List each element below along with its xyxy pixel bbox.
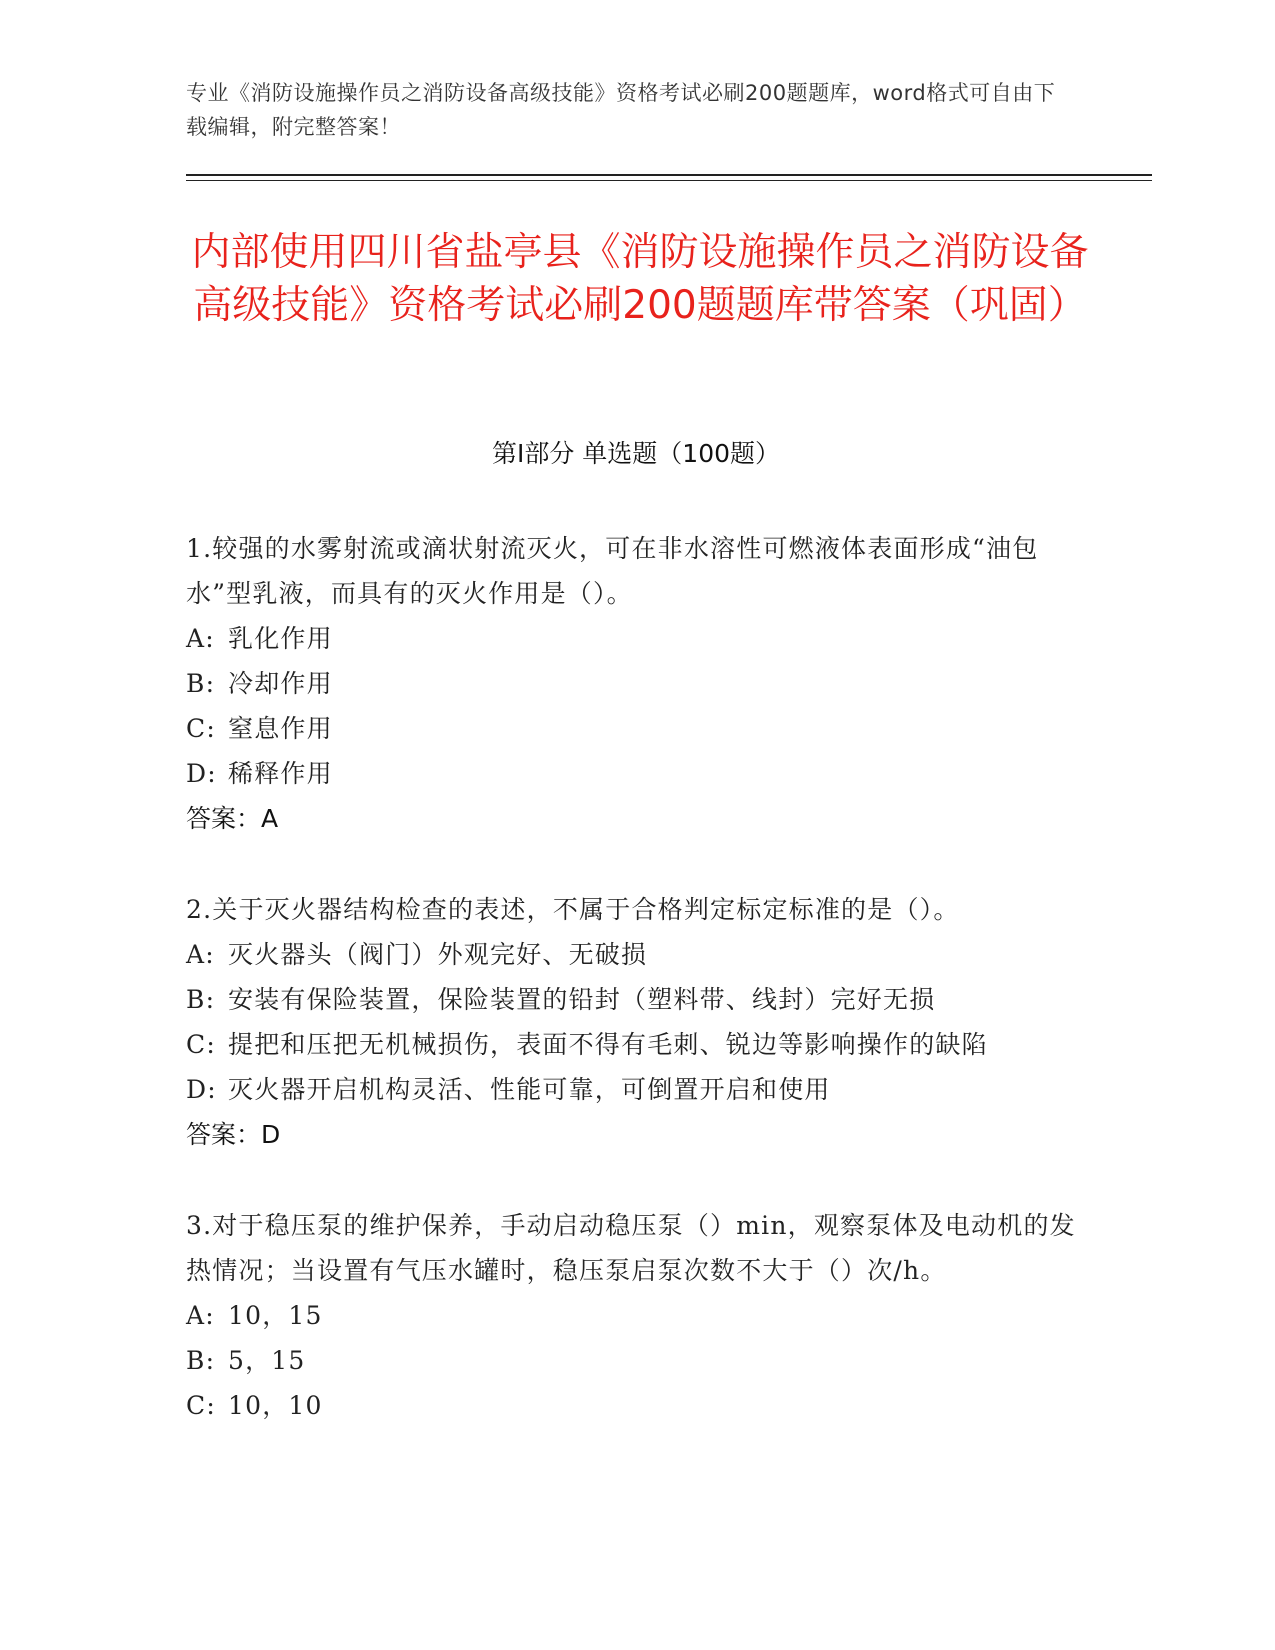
section-title: 第Ⅰ部分 单选题（100题） — [491, 439, 781, 468]
option-key: D: — [186, 1075, 217, 1104]
answer-value: A — [261, 804, 279, 833]
option-b — [186, 661, 1086, 706]
option-a — [186, 1293, 1086, 1338]
question-list — [186, 526, 1086, 1428]
document-title: 内部使用四川省盐亭县《消防设施操作员之消防设备高级技能》资格考试必刷200题题库带答案（巩固） — [191, 230, 1089, 328]
option-c — [186, 1022, 1086, 1067]
question-2 — [186, 887, 1086, 1158]
option-d — [186, 1067, 1086, 1112]
question-3 — [186, 1203, 1086, 1428]
option-b — [186, 977, 1086, 1022]
answer-line — [186, 1112, 1086, 1158]
option-key: B: — [186, 985, 216, 1014]
question-stem: 1.较强的水雾射流或滴状射流灭火，可在非水溶性可燃液体表面形成“油包水”型乳液，而具有的灭火作用是（）。 — [186, 534, 1039, 608]
option-key: C: — [186, 1391, 216, 1420]
option-text: 安装有保险装置，保险装置的铅封（塑料带、线封）完好无损 — [228, 985, 936, 1014]
option-text: 灭火器头（阀门）外观完好、无破损 — [228, 940, 648, 969]
option-text: 5，15 — [228, 1346, 306, 1375]
header-note: 专业《消防设施操作员之消防设备高级技能》资格考试必刷200题题库，word格式可自由下载编辑，附完整答案！ — [186, 81, 1056, 139]
option-b — [186, 1338, 1086, 1383]
option-c — [186, 706, 1086, 751]
option-key: B: — [186, 669, 216, 698]
question-spacer — [186, 1158, 1086, 1203]
option-text: 冷却作用 — [228, 669, 333, 698]
answer-line — [186, 796, 1086, 842]
option-key: D: — [186, 759, 217, 788]
question-stem: 2.关于灭火器结构检查的表述，不属于合格判定标定标准的是（）。 — [186, 895, 960, 924]
question-1 — [186, 526, 1086, 842]
answer-value: D — [261, 1120, 281, 1149]
option-text: 10，15 — [228, 1301, 323, 1330]
option-key: C: — [186, 714, 216, 743]
option-c — [186, 1383, 1086, 1428]
answer-label: 答案： — [186, 804, 262, 833]
option-text: 灭火器开启机构灵活、性能可靠，可倒置开启和使用 — [228, 1075, 831, 1104]
option-a — [186, 616, 1086, 661]
answer-label: 答案： — [186, 1120, 262, 1149]
option-key: C: — [186, 1030, 216, 1059]
option-key: A: — [186, 1301, 215, 1330]
option-text: 10，10 — [228, 1391, 323, 1420]
header-rule-thin — [186, 180, 1152, 181]
option-text: 窒息作用 — [228, 714, 333, 743]
option-key: A: — [186, 624, 215, 653]
option-key: A: — [186, 940, 215, 969]
question-spacer — [186, 842, 1086, 887]
option-text: 稀释作用 — [228, 759, 333, 788]
option-d — [186, 751, 1086, 796]
option-a — [186, 932, 1086, 977]
question-stem: 3.对于稳压泵的维护保养，手动启动稳压泵（）min，观察泵体及电动机的发热情况；当设置有气压水罐时，稳压泵启泵次数不大于（）次/h。 — [186, 1211, 1076, 1285]
option-key: B: — [186, 1346, 216, 1375]
option-text: 提把和压把无机械损伤，表面不得有毛刺、锐边等影响操作的缺陷 — [228, 1030, 988, 1059]
header-rule-thick — [186, 174, 1152, 176]
option-text: 乳化作用 — [228, 624, 333, 653]
